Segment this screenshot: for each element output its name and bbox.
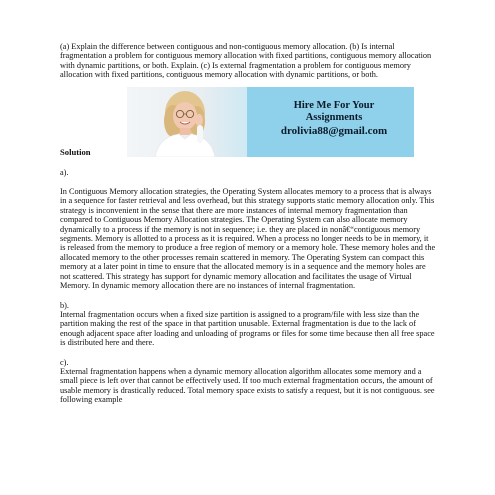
section-a-text: In Contiguous Memory allocation strategies, the Operating System allocates memory to a process that is always in a sequence for faster retrieval and less overhead, but this strategy supports static memory allocation only. This strategy is inconvenient in the sense that there are more instances of internal memory fragmentation than compared to Contiguous Memory Allocation strategies. The Operating System can also allocate memory dynamically to a process if the memory is not in sequence; i.e. they are placed in nonâ€“contiguous memory segments. Memory is allotted to a process as it is required. When a process no longer needs to be in memory, it is released from the memory to produce a free region of memory or a memory hole. These memory holes and the allocated memory to the other processes remain scattered in memory. The Operating System can compact this memory at a later point in time to ensure that the allocated memory is in a sequence and the memory holes are not scattered. This strategy has support for dynamic memory allocation and facilitates the usage of Virtual Memory. In dynamic memory allocation there are no instances of internal fragmentation. [60, 187, 436, 291]
section-a-label: a). [60, 167, 69, 177]
section-c-label: c). [60, 357, 69, 367]
ad-line-1: Hire Me For Your [293, 99, 375, 111]
document-page [60, 42, 436, 405]
woman-illustration-icon [127, 87, 247, 157]
hire-me-banner [127, 87, 414, 157]
section-b-label: b). [60, 300, 69, 310]
section-c-text: External fragmentation happens when a dynamic memory allocation algorithm allocates some memory and a small piece is left over that cannot be effectively used. If too much external fragmentation occurs, the amount of usable memory is drastically reduced. Total memory space exists to satisfy a request, but it is not contiguous. see following example [60, 366, 435, 405]
question-text: (a) Explain the difference between contiguous and non-contiguous memory allocation. (b) Is internal fragmentation a problem for contiguous memory allocation with fixed partitions, contiguous memory allocation with dynamic partitions, or both. Explain. (c) Is external fragmentation a problem for contiguous memory allocation with fixed partitions, contiguous memory allocation with dynamic partitions, or both. [60, 42, 432, 80]
ad-email: drolivia88@gmail.com [280, 124, 388, 137]
banner-row [60, 87, 436, 157]
section-b-text: Internal fragmentation occurs when a fixed size partition is assigned to a program/file with less size than the partition making the rest of the space in that partition unusable. External fragmentation is due to the lack of enough adjacent space after loading and unloading of programs or files for some time because then all free space is distributed here and there. [60, 309, 435, 348]
woman-photo [127, 87, 247, 157]
hire-me-text [259, 100, 409, 138]
ad-line-2: Assignments [305, 112, 363, 124]
solution-heading: Solution [60, 146, 91, 157]
